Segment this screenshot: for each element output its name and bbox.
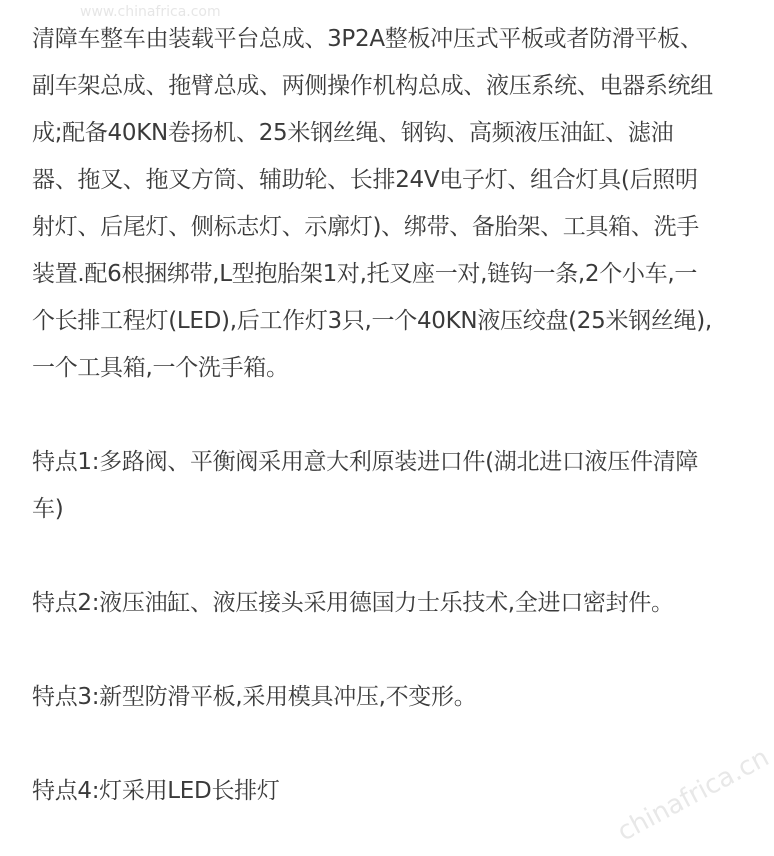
article-body: [32, 16, 718, 815]
description-paragraph: 清障车整车由装载平台总成、3P2A整板冲压式平板或者防滑平板、副车架总成、拖臂总成、两侧操作机构总成、液压系统、电器系统组成;配备40KN卷扬机、25米钢丝绳、钢钩、高频液压油缸、滤油器、拖叉、拖叉方筒、辅助轮、长排24V电子灯、组合灯具(后照明射灯、后尾灯、侧标志灯、示廓灯)、绑带、备胎架、工具箱、洗手装置.配6根捆绑带,L型抱胎架1对,托叉座一对,链钩一条,2个小车,一个长排工程灯(LED),后工作灯3只,一个40KN液压绞盘(25米钢丝绳),一个工具箱,一个洗手箱。: [32, 26, 714, 381]
feature-2: 特点2:液压油缸、液压接头采用德国力士乐技术,全进口密封件。: [32, 590, 674, 616]
paragraph-spacer: [32, 721, 718, 768]
paragraph-spacer: [32, 627, 718, 674]
feature-1: 特点1:多路阀、平衡阀采用意大利原装进口件(湖北进口液压件清障车): [32, 449, 699, 522]
feature-3: 特点3:新型防滑平板,采用模具冲压,不变形。: [32, 684, 477, 710]
watermark-top: www.chinafrica.com: [80, 4, 221, 20]
paragraph-spacer: [32, 533, 718, 580]
paragraph-spacer: [32, 392, 718, 439]
feature-4: 特点4:灯采用LED长排灯: [32, 778, 280, 804]
watermark-bottom: chinafrica.cn: [612, 742, 774, 848]
